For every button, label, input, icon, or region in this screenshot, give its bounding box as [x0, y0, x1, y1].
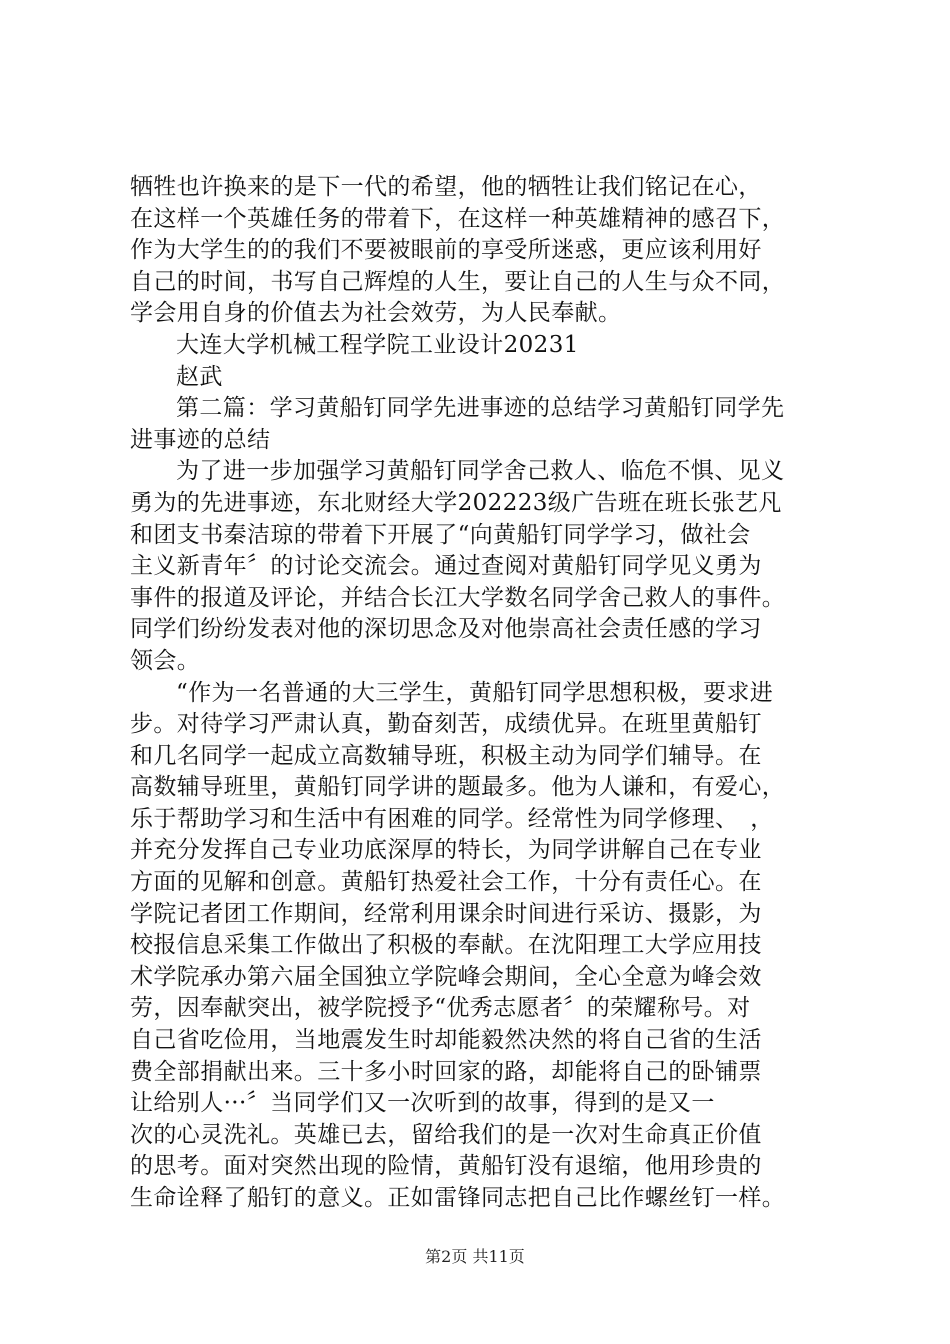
text-line: 学会用自身的价值去为社会效劳，为人民奉献。	[130, 300, 622, 327]
text-line: 自己省吃俭用，当地震发生时却能毅然决然的将自己省的生活	[130, 1027, 762, 1054]
text-line: 勇为的先进事迹，东北财经大学202223级广告班在班长张艺凡	[130, 489, 782, 516]
text-line: 主义新青年〞的讨论交流会。通过查阅对黄船钉同学见义勇为	[130, 553, 762, 580]
text-line: 为了进一步加强学习黄船钉同学舍己救人、临危不惧、见义	[176, 458, 785, 485]
text-line: 并充分发挥自己专业功底深厚的特长，为同学讲解自己在专业	[130, 837, 762, 864]
text-line: 作为大学生的的我们不要被眼前的享受所迷惑，更应该利用好	[130, 237, 762, 264]
text-line: 事件的报道及评论，并结合长江大学数名同学舍己救人的事件。	[130, 584, 786, 611]
text-line: 生命诠释了船钉的意义。正如雷锋同志把自己比作螺丝钉一样。	[130, 1185, 786, 1211]
text-line: 自己的时间，书写自己辉煌的人生，要让自己的人生与众不同，	[130, 268, 786, 295]
document-body	[130, 172, 850, 1215]
text-line: 校报信息采集工作做出了积极的奉献。在沈阳理工大学应用技	[130, 932, 762, 959]
text-line: 和团支书秦洁琼的带着下开展了“向黄船钉同学学习，做社会	[130, 521, 751, 548]
text-line: 在这样一个英雄任务的带着下，在这样一种英雄精神的感召下，	[130, 205, 786, 232]
text-line: 赵武	[176, 363, 223, 390]
text-line: 牺牲也许换来的是下一代的希望，他的牺牲让我们铭记在心，	[130, 174, 762, 200]
text-line: “作为一名普通的大三学生，黄船钉同学思想积极，要求进	[176, 679, 774, 706]
text-line: 进事迹的总结	[130, 426, 271, 453]
text-line: 和几名同学一起成立高数辅导班，积极主动为同学们辅导。在	[130, 742, 762, 769]
text-line: 乐于帮助学习和生活中有困难的同学。经常性为同学修理、 ，	[130, 805, 774, 832]
text-line: 劳，因奉献突出，被学院授予“优秀志愿者〞的荣耀称号。对	[130, 995, 751, 1022]
text-line: 第二篇：学习黄船钉同学先进事迹的总结学习黄船钉同学先	[176, 395, 785, 422]
text-line: 领会。	[130, 647, 201, 674]
text-line: 大连大学机械工程学院工业设计20231	[176, 331, 579, 358]
text-line: 让给别人···〞当同学们又一次听到的故事，得到的是又一	[130, 1090, 715, 1117]
text-line: 方面的见解和创意。黄船钉热爱社会工作，十分有责任心。在	[130, 869, 762, 896]
text-line: 费全部捐献出来。三十多小时回家的路，却能将自己的卧铺票	[130, 1058, 762, 1085]
text-line: 的思考。面对突然出现的险情，黄船钉没有退缩，他用珍贵的	[130, 1153, 762, 1180]
text-line: 次的心灵洗礼。英雄已去，留给我们的是一次对生命真正价值	[130, 1121, 762, 1148]
text-line: 学院记者团工作期间，经常利用课余时间进行采访、摄影，为	[130, 900, 762, 927]
text-line: 术学院承办第六届全国独立学院峰会期间，全心全意为峰会效	[130, 963, 762, 990]
text-line: 高数辅导班里，黄船钉同学讲的题最多。他为人谦和，有爱心，	[130, 774, 786, 801]
text-line: 同学们纷纷发表对他的深切思念及对他崇高社会责任感的学习	[130, 616, 762, 643]
text-line: 步。对待学习严肃认真，勤奋刻苦，成绩优异。在班里黄船钉	[130, 711, 762, 738]
page-number-footer: 第2页 共11页	[425, 1247, 525, 1266]
